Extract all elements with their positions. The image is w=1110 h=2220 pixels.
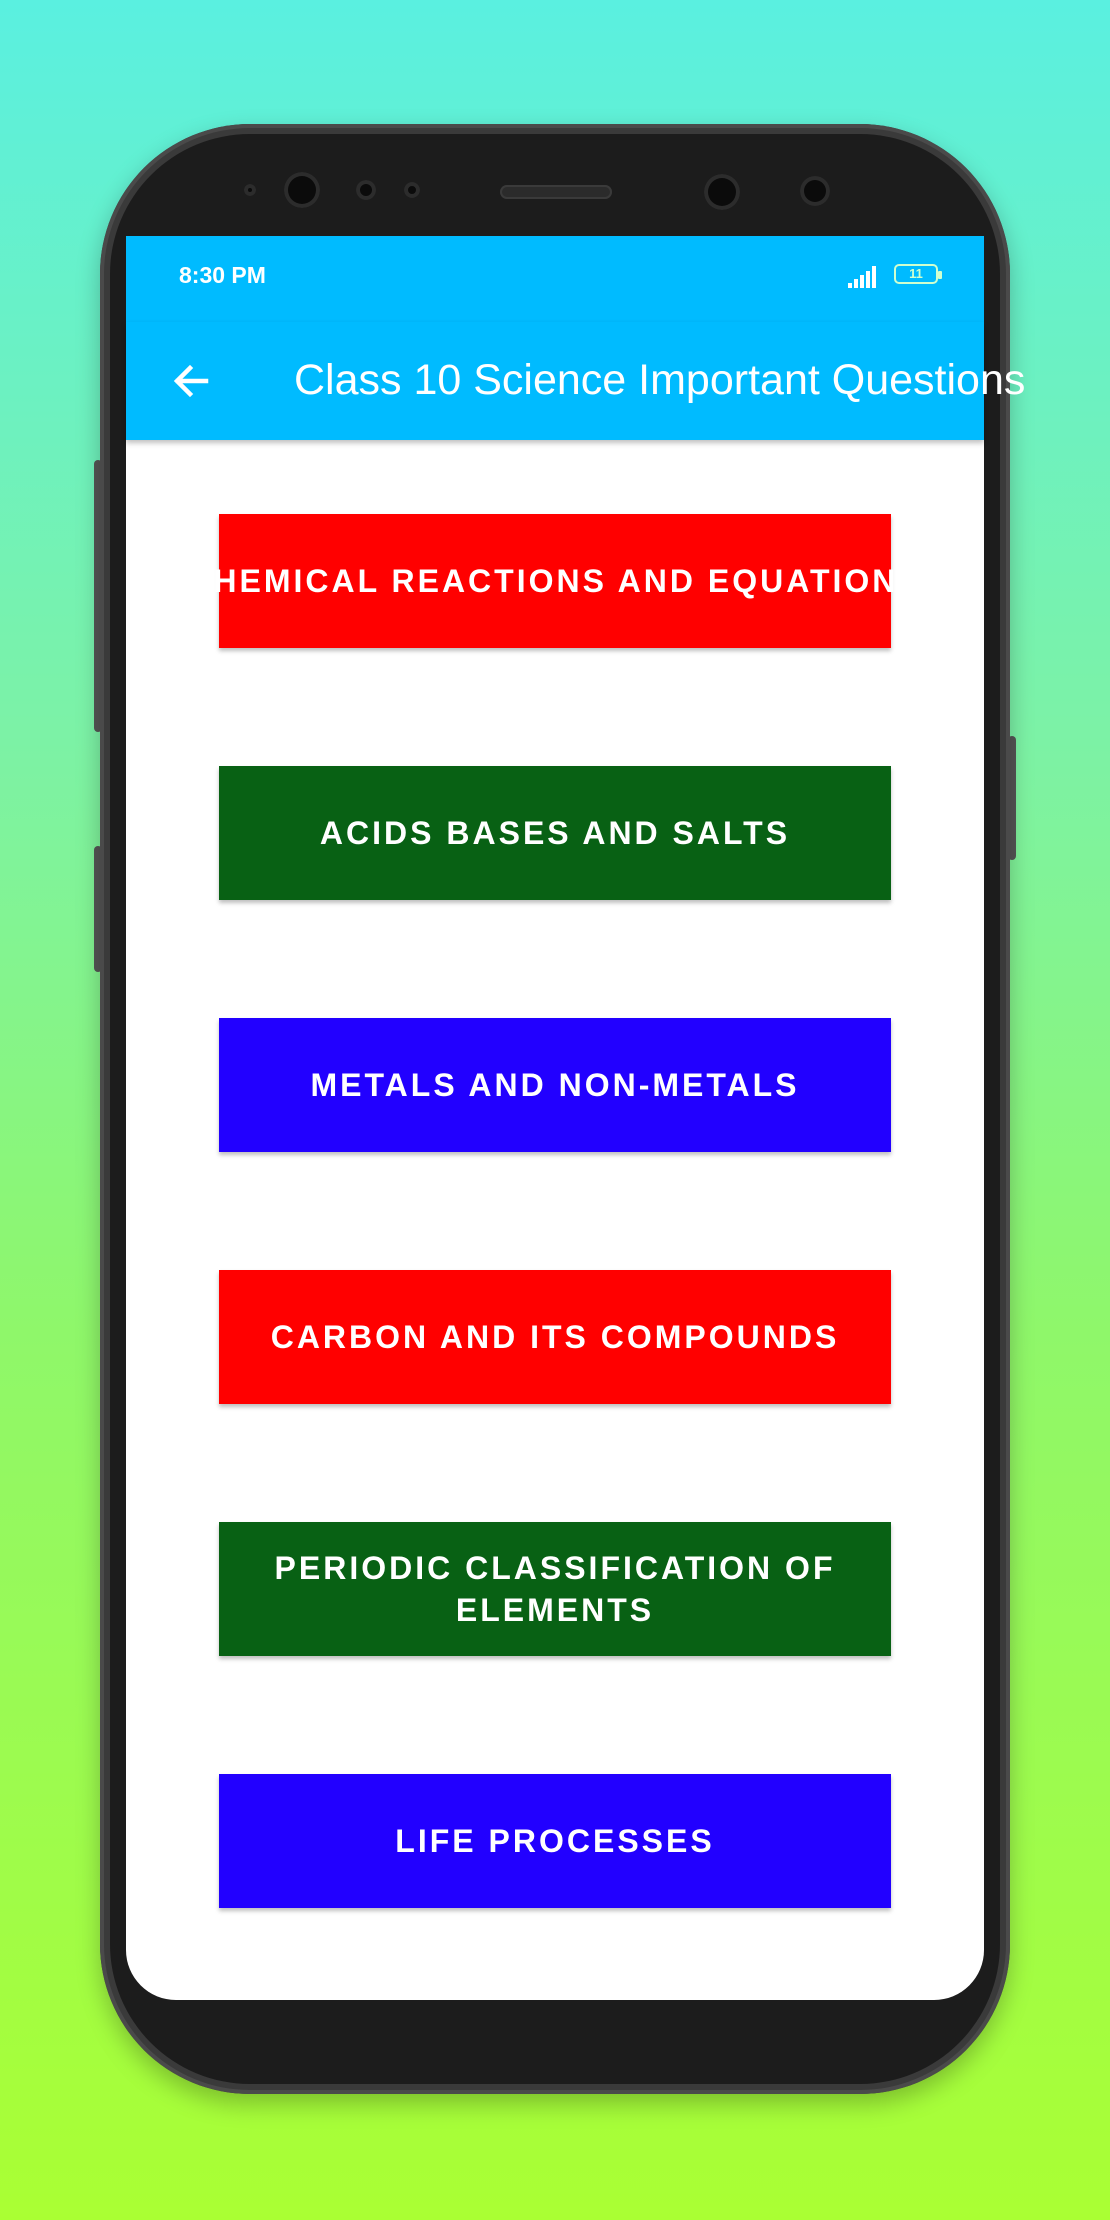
sensor-dot bbox=[356, 180, 376, 200]
status-bar bbox=[126, 236, 984, 322]
chapter-label: CHEMICAL REACTIONS AND EQUATIONS bbox=[187, 563, 923, 599]
status-time: 8:30 PM bbox=[179, 262, 266, 288]
app-bar bbox=[126, 322, 1026, 440]
battery-level: 11 bbox=[909, 266, 923, 281]
chapter-button-metals[interactable] bbox=[219, 1018, 891, 1152]
signal-icon bbox=[848, 266, 878, 288]
sensor-dot bbox=[244, 184, 256, 196]
sensor-dot bbox=[404, 182, 420, 198]
chapter-label: LIFE PROCESSES bbox=[395, 1823, 715, 1859]
chapter-label: METALS AND NON-METALS bbox=[310, 1067, 800, 1103]
chapter-label: ACIDS BASES AND SALTS bbox=[319, 815, 791, 851]
chapter-button-carbon[interactable] bbox=[219, 1270, 891, 1404]
front-camera-secondary bbox=[704, 174, 740, 210]
earpiece-speaker bbox=[500, 185, 612, 199]
arrow-back-icon[interactable] bbox=[166, 356, 216, 406]
sensor-dot bbox=[800, 176, 830, 206]
chapter-button-periodic-classification[interactable] bbox=[219, 1522, 891, 1656]
chapter-label: CARBON AND ITS COMPOUNDS bbox=[270, 1319, 840, 1355]
chapter-label: PERIODIC CLASSIFICATION OF ELEMENTS bbox=[274, 1550, 836, 1628]
page-title: Class 10 Science Important Questions bbox=[294, 356, 1026, 404]
app-screen bbox=[126, 236, 1026, 2000]
chapter-button-chemical-reactions[interactable] bbox=[187, 514, 923, 648]
chapter-button-life-processes[interactable] bbox=[219, 1774, 891, 1908]
battery-icon bbox=[894, 264, 938, 284]
front-camera bbox=[284, 172, 320, 208]
chapter-button-acids-bases[interactable] bbox=[219, 766, 891, 900]
